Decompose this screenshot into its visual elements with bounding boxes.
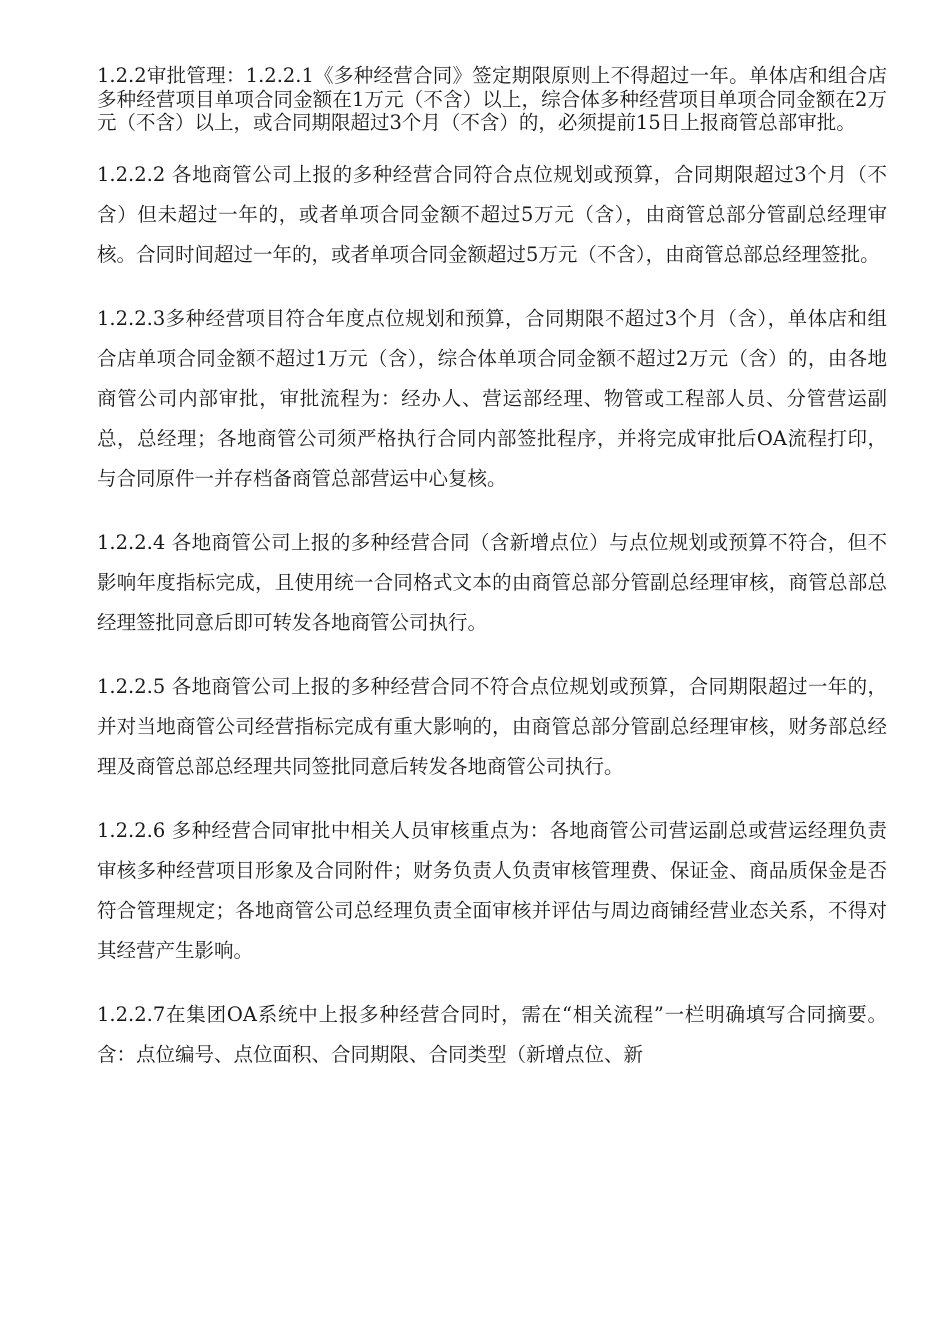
paragraph-1-2-2-5: 1.2.2.5 各地商管公司上报的多种经营合同不符合点位规划或预算，合同期限超过一年的，并对当地商管公司经营指标完成有重大影响的，由商管总部分管副总经理审核，财务部总经理及商管总部总经理共同签批同意后转发各地商管公司执行。 (97, 674, 887, 778)
paragraph-1-2-2-2: 1.2.2.2 各地商管公司上报的多种经营合同符合点位规划或预算，合同期限超过3个月（不含）但未超过一年的，或者单项合同金额不超过5万元（含），由商管总部分管副总经理审核。合同时间超过一年的，或者单项合同金额超过5万元（不含），由商管总部总经理签批。 (97, 162, 887, 266)
paragraph-1-2-2-4: 1.2.2.4 各地商管公司上报的多种经营合同（含新增点位）与点位规划或预算不符合，但不影响年度指标完成，且使用统一合同格式文本的由商管总部分管副总经理审核，商管总部总经理签批同意后即可转发各地商管公司执行。 (97, 530, 887, 634)
paragraph-1-2-2-1: 1.2.2审批管理：1.2.2.1《多种经营合同》签定期限原则上不得超过一年。单体店和组合店多种经营项目单项合同金额在1万元（不含）以上，综合体多种经营项目单项合同金额在2万元（不含）以上，或合同期限超过3个月（不含）的，必须提前15日上报商管总部审批。 (97, 64, 887, 134)
paragraph-1-2-2-7: 1.2.2.7在集团OA系统中上报多种经营合同时，需在“相关流程”一栏明确填写合同摘要。含：点位编号、点位面积、合同期限、合同类型（新增点位、新 (97, 1002, 887, 1066)
document-page (97, 64, 887, 1099)
paragraph-1-2-2-6: 1.2.2.6 多种经营合同审批中相关人员审核重点为：各地商管公司营运副总或营运经理负责审核多种经营项目形象及合同附件；财务负责人负责审核管理费、保证金、商品质保金是否符合管理规定；各地商管公司总经理负责全面审核并评估与周边商铺经营业态关系，不得对其经营产生影响。 (97, 818, 887, 962)
paragraph-1-2-2-3: 1.2.2.3多种经营项目符合年度点位规划和预算，合同期限不超过3个月（含），单体店和组合店单项合同金额不超过1万元（含），综合体单项合同金额不超过2万元（含）的，由各地商管公司内部审批，审批流程为：经办人、营运部经理、物管或工程部人员、分管营运副总，总经理；各地商管公司须严格执行合同内部签批程序，并将完成审批后OA流程打印，与合同原件一并存档备商管总部营运中心复核。 (97, 306, 887, 490)
